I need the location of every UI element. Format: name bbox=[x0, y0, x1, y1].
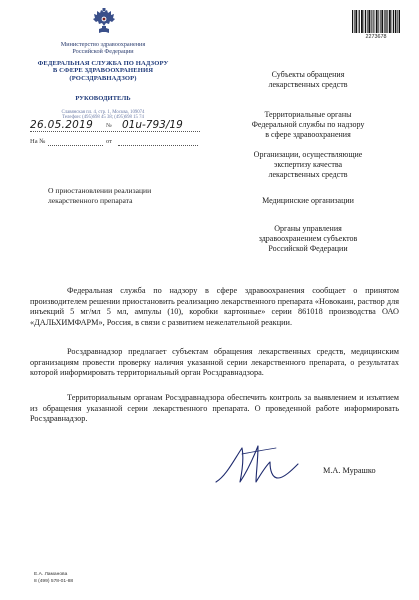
recipient-territorial-bodies: Территориальные органы Федеральной службы по надзору в сфере здравоохранения bbox=[251, 110, 365, 140]
handwritten-number: 01u-793/19 bbox=[122, 119, 183, 131]
executor-info bbox=[34, 571, 73, 586]
handwritten-signature bbox=[212, 438, 302, 492]
body-paragraph-2: Росздравнадзор предлагает субъектам обращения лекарственных средств, медицинским организациям провести проверку наличия указанной серии лекарственного препарата, о результатах которой информировать территориальный орган Росздравнадзора. bbox=[30, 347, 399, 378]
body-paragraph-3: Территориальным органам Росздравнадзора обеспечить контроль за выявлением и изъятием из обращения указанной серии лекарственного препарата. О проведенной работе информировать Росздравнадзор. bbox=[30, 393, 399, 424]
service-name: ФЕДЕРАЛЬНАЯ СЛУЖБА ПО НАДЗОРУ В СФЕРЕ ЗДРАВООХРАНЕНИЯ (РОСЗДРАВНАДЗОР) bbox=[37, 60, 169, 82]
signer-name: М.А. Мурашко bbox=[323, 466, 376, 475]
recipient-medical-organizations: Медицинские организации bbox=[262, 196, 354, 205]
barcode-icon bbox=[352, 10, 400, 33]
barcode-number: 2273678 bbox=[365, 34, 387, 40]
number-label: № bbox=[106, 123, 112, 129]
head-title: РУКОВОДИТЕЛЬ bbox=[75, 95, 131, 102]
executor-phone: 8 (499) 578-01-88 bbox=[34, 579, 74, 585]
reply-from-label: от bbox=[106, 138, 113, 145]
recipient-health-authorities: Органы управления здравоохранением субъектов Российской Федерации bbox=[258, 224, 358, 254]
handwritten-date: 26.05.2019 bbox=[30, 119, 94, 131]
date-number-line bbox=[30, 121, 200, 133]
reply-label: На № bbox=[30, 138, 46, 145]
recipient-expert-organizations: Организации, осуществляющие экспертизу качества лекарственных средств bbox=[253, 150, 363, 180]
service-address: Славянская пл. 4, стр. 1, Москва, 109074 Телефон: (495)698 45 38; (495)698 15 74 bbox=[61, 110, 145, 121]
ministry-name: Министерство здравоохранения Российской Федерации bbox=[60, 41, 146, 55]
recipient-circulation-subjects: Субъекты обращения лекарственных средств bbox=[268, 70, 348, 90]
coat-of-arms-icon bbox=[92, 8, 116, 34]
executor-name: Е.А. Ламанова bbox=[34, 572, 68, 577]
body-paragraph-1: Федеральная служба по надзору в сфере здравоохранения сообщает о принятом производителем решении приостановить реализацию лекарственного препарата «Новокаин, раствор для инъекций 5 мг/мл 5 мл, ампулы (10), коробки картонные» серии 861018 производства ОАО «ДАЛЬХИМФАРМ», Россия, в связи с развитием нежелательной реакции. bbox=[30, 286, 399, 328]
reply-reference-line bbox=[30, 138, 200, 148]
letter-subject: О приостановлении реализации лекарственного препарата bbox=[48, 186, 152, 205]
